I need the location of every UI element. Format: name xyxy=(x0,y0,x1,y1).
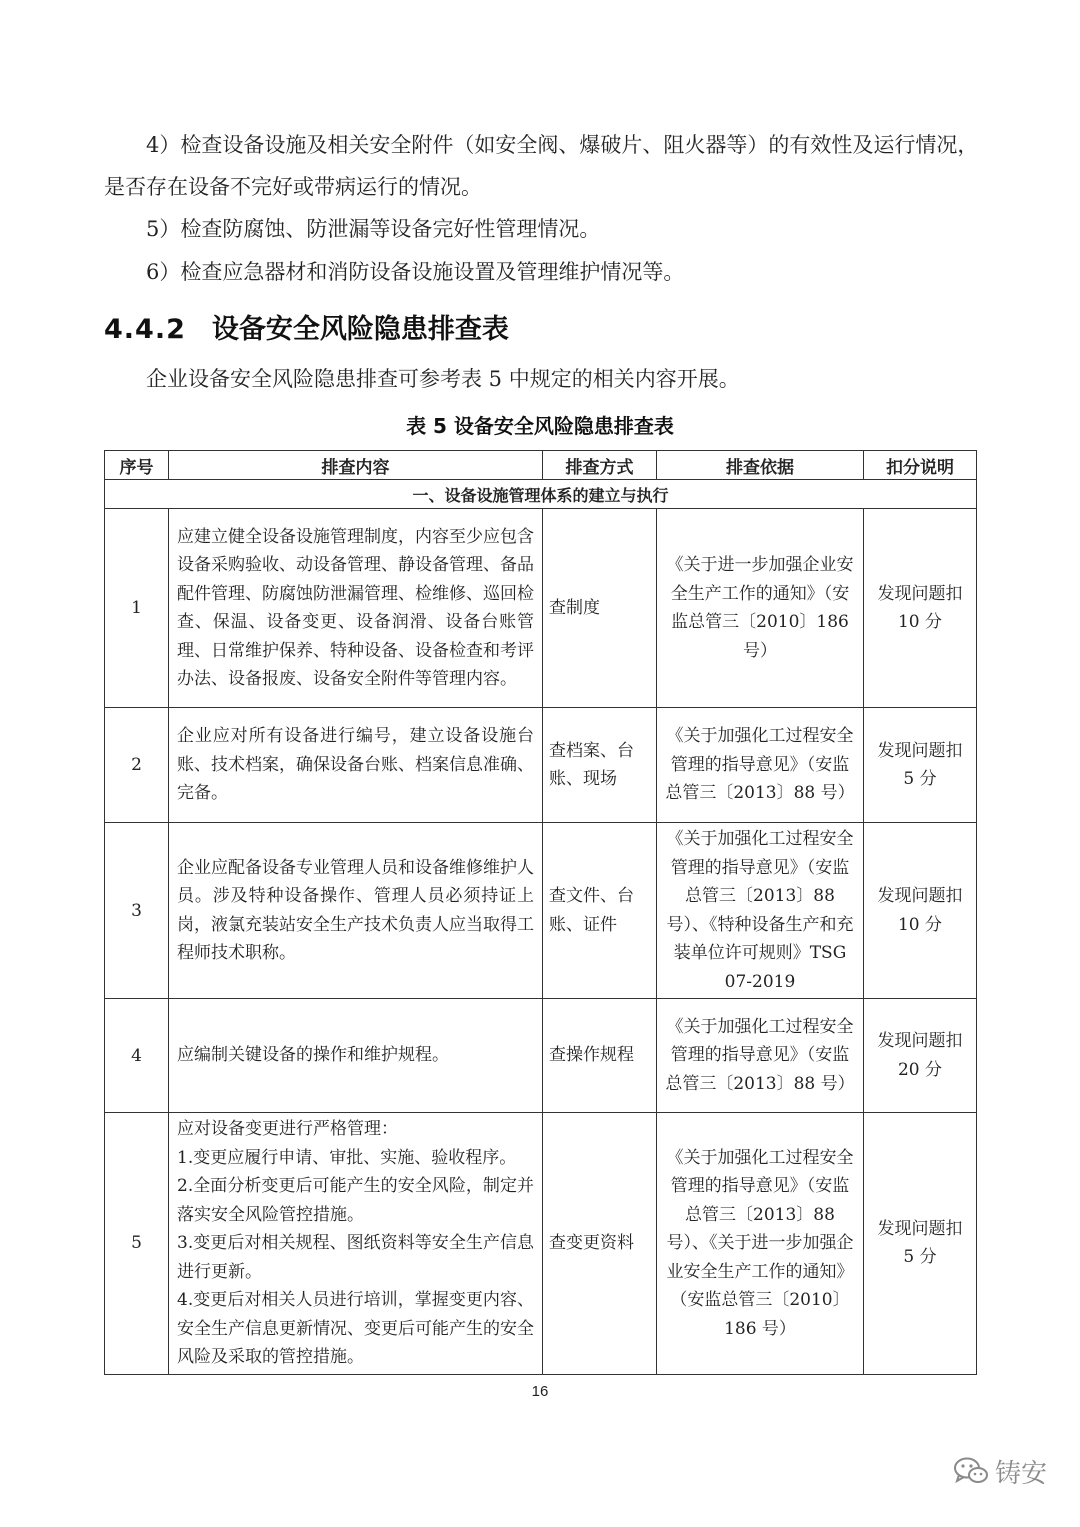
watermark xyxy=(953,1454,1047,1488)
row-seq: 2 xyxy=(105,708,169,823)
header-basis: 排查依据 xyxy=(657,451,864,480)
row-basis: 《关于进一步加强企业安全生产工作的通知》（安监总管三〔2010〕186 号） xyxy=(657,509,864,708)
content-line: 4.变更后对相关人员进行培训，掌握变更内容、安全生产信息更新情况、变更后可能产生的安全风险及采取的管控措施。 xyxy=(177,1290,534,1367)
row-method: 查档案、台账、现场 xyxy=(543,708,657,823)
row-basis: 《关于加强化工过程安全管理的指导意见》（安监总管三〔2013〕88 号） xyxy=(657,999,864,1113)
table-row xyxy=(105,1113,977,1375)
content-line: 1.变更应履行申请、审批、实施、验收程序。 xyxy=(177,1147,517,1168)
row-method: 查变更资料 xyxy=(543,1113,657,1375)
row-seq: 1 xyxy=(105,509,169,708)
row-deduction: 发现问题扣 10 分 xyxy=(864,509,977,708)
hazard-check-table xyxy=(104,450,977,1375)
page-number: 16 xyxy=(531,1383,549,1400)
row-content: 应建立健全设备设施管理制度，内容至少应包含设备采购验收、动设备管理、静设备管理、备品配件管理、防腐蚀防泄漏管理、检维修、巡回检查、保温、设备变更、设备润滑、设备台账管理、日常维护保养、特种设备、设备检查和考评办法、设备报废、设备安全附件等管理内容。 xyxy=(169,509,543,708)
paragraph-item-4: 4）检查设备设施及相关安全附件（如安全阀、爆破片、阻火器等）的有效性及运行情况，是否存在设备不完好或带病运行的情况。 xyxy=(104,133,979,199)
content-line: 3.变更后对相关规程、图纸资料等安全生产信息进行更新。 xyxy=(177,1233,534,1282)
row-method: 查文件、台账、证件 xyxy=(543,823,657,999)
group-title: 一、设备设施管理体系的建立与执行 xyxy=(105,480,977,509)
table-row xyxy=(105,999,977,1113)
header-deduction: 扣分说明 xyxy=(864,451,977,480)
header-content: 排查内容 xyxy=(169,451,543,480)
section-heading xyxy=(104,308,509,352)
row-content xyxy=(169,1113,543,1375)
watermark-text: 铸安 xyxy=(995,1458,1048,1489)
row-content: 企业应对所有设备进行编号，建立设备设施台账、技术档案，确保设备台账、档案信息准确、完备。 xyxy=(169,708,543,823)
wechat-icon xyxy=(953,1456,989,1486)
table-row xyxy=(105,823,977,999)
content-line: 2.全面分析变更后可能产生的安全风险，制定并落实安全风险管控措施。 xyxy=(177,1176,534,1225)
table-caption: 表 5 设备安全风险隐患排查表 xyxy=(406,414,674,438)
row-basis: 《关于加强化工过程安全管理的指导意见》（安监总管三〔2013〕88 号）、《关于进一步加强企业安全生产工作的通知》（安监总管三〔2010〕186 号） xyxy=(657,1113,864,1375)
row-basis: 《关于加强化工过程安全管理的指导意见》（安监总管三〔2013〕88 号） xyxy=(657,708,864,823)
group-row xyxy=(105,480,977,509)
row-deduction: 发现问题扣 20 分 xyxy=(864,999,977,1113)
paragraph-item-5: 5）检查防腐蚀、防泄漏等设备完好性管理情况。 xyxy=(146,217,601,241)
row-seq: 4 xyxy=(105,999,169,1113)
paragraph-item-6: 6）检查应急器材和消防设备设施设置及管理维护情况等。 xyxy=(146,260,685,284)
header-seq: 序号 xyxy=(105,451,169,480)
section-number: 4.4.2 xyxy=(104,314,186,345)
table-header-row xyxy=(105,451,977,480)
content-line: 应对设备变更进行严格管理： xyxy=(177,1119,398,1139)
row-method: 查制度 xyxy=(543,509,657,708)
table-row xyxy=(105,509,977,708)
row-method: 查操作规程 xyxy=(543,999,657,1113)
row-basis: 《关于加强化工过程安全管理的指导意见》（安监总管三〔2013〕88 号）、《特种设备生产和充装单位许可规则》TSG 07-2019 xyxy=(657,823,864,999)
row-content: 应编制关键设备的操作和维护规程。 xyxy=(169,999,543,1113)
header-method: 排查方式 xyxy=(543,451,657,480)
table-row xyxy=(105,708,977,823)
row-deduction: 发现问题扣 5 分 xyxy=(864,708,977,823)
row-deduction: 发现问题扣 5 分 xyxy=(864,1113,977,1375)
row-seq: 3 xyxy=(105,823,169,999)
row-deduction: 发现问题扣 10 分 xyxy=(864,823,977,999)
section-intro: 企业设备安全风险隐患排查可参考表 5 中规定的相关内容开展。 xyxy=(146,367,740,391)
section-title: 设备安全风险隐患排查表 xyxy=(211,314,509,345)
row-seq: 5 xyxy=(105,1113,169,1375)
row-content: 企业应配备设备专业管理人员和设备维修维护人员。涉及特种设备操作、管理人员必须持证上岗，液氯充装站安全生产技术负责人应当取得工程师技术职称。 xyxy=(169,823,543,999)
